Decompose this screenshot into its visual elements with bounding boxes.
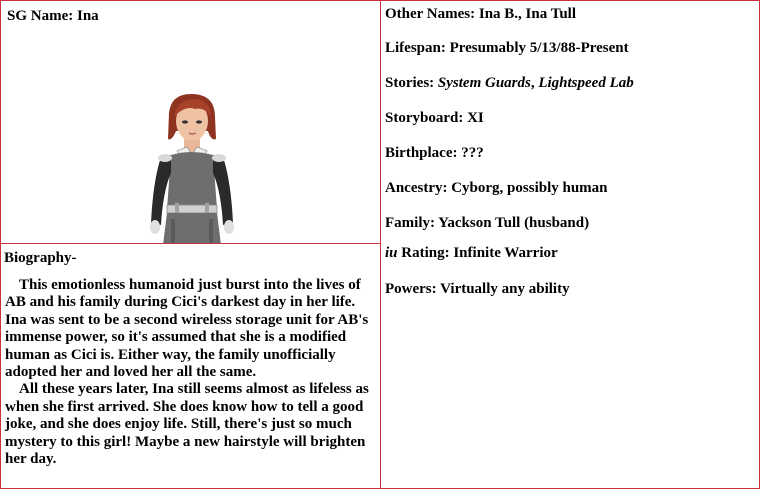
other-names: Other Names: Ina B., Ina Tull [385, 6, 577, 22]
stories-separator: , [530, 75, 539, 91]
lifespan: Lifespan: Presumably 5/13/88-Present [385, 40, 629, 56]
sg-name-label: SG Name: Ina [7, 8, 99, 24]
story-title: System Guards [437, 75, 531, 91]
biography-paragraph: This emotionless humanoid just burst into the lives of AB and his family during Cici's darkest day in her life. Ina was sent to be a second wireless storage unit for AB's immense power, so it's assumed that she is a modified human as Cici is. Either way, the family unofficially adopted her and loved her all the same. [5, 277, 369, 381]
powers: Powers: Virtually any ability [385, 281, 570, 297]
biography-text [5, 277, 377, 468]
rating-text: Rating: Infinite Warrior [397, 245, 558, 261]
biography-paragraph: All these years later, Ina still seems almost as lifeless as when she first arrived. She does know how to tell a good joke, and she does enjoy life. Still, there's just so much mystery to this girl! Maybe a new hairstyle will brighten her day. [5, 381, 369, 468]
character-portrait [141, 91, 241, 245]
rating [385, 245, 558, 262]
stories [385, 75, 634, 92]
ancestry: Ancestry: Cyborg, possibly human [385, 180, 608, 196]
storyboard: Storyboard: XI [385, 110, 484, 126]
biography-heading: Biography- [4, 250, 77, 266]
family: Family: Yackson Tull (husband) [385, 215, 590, 231]
birthplace: Birthplace: ??? [385, 145, 484, 161]
story-title: Lightspeed Lab [538, 75, 634, 91]
stories-label: Stories: [385, 75, 438, 91]
rating-prefix: iu [385, 245, 398, 261]
info-panel [380, 0, 760, 489]
biography-panel [0, 243, 381, 489]
name-panel [0, 0, 381, 244]
